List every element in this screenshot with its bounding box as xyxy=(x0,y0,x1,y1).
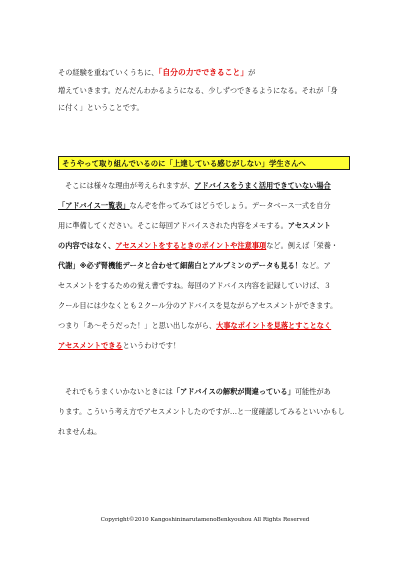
paragraph-interpretation xyxy=(58,387,358,437)
text-span: それでもうまくいかないときには xyxy=(65,387,173,396)
text-line xyxy=(58,341,358,351)
emphasis-advice-list: 「アドバイス一覧表」 xyxy=(58,201,130,210)
paragraph-experience xyxy=(58,66,358,113)
text-span: 用に準備してください。そこに毎回アドバイスされた内容をメモする。 xyxy=(58,221,288,230)
text-line: に付く」ということです。 xyxy=(58,103,144,112)
highlight-own-ability: 「自分の力でできること」 xyxy=(158,68,249,77)
emphasis-interpretation: 「アドバイスの解釈が間違っている」 xyxy=(172,387,295,396)
text-span: の内容ではなく、 xyxy=(58,241,116,250)
text-span: そこには様々な理由が考えられますが、 xyxy=(65,181,195,190)
text-line: 増えていきます。だんだんわかるようになる、少しずつできるようになる。それが「身 xyxy=(58,86,338,95)
highlight-assessment-points: アセスメントをするときのポイントや注意事項 xyxy=(115,241,267,250)
text-line xyxy=(58,387,358,397)
highlight-important-points: 大事なポイントを見落とすことなく xyxy=(216,321,332,330)
text-span: など。例えば「栄養・ xyxy=(266,241,339,250)
copyright-footer: Copyright©2010 KangoshininarutamenoBenkyouhou All Rights Reserved xyxy=(100,517,310,523)
text-line xyxy=(58,321,358,331)
emphasis-advice-usage: アドバイスをうまく活用できていない場合 xyxy=(194,181,331,190)
emphasis-assessment: アセスメント xyxy=(287,221,331,230)
text-span: その経験を重ねていくうちに、 xyxy=(58,68,159,77)
text-span: というわけです！ xyxy=(122,341,181,350)
highlight-can-assess: アセスメントできる xyxy=(58,341,123,350)
text-span: 可能性があ xyxy=(294,387,331,396)
text-line xyxy=(58,221,358,231)
text-span: つまり「あ〜そうだった！」と思い出しながら、 xyxy=(58,321,217,330)
text-line xyxy=(58,181,358,191)
text-line xyxy=(58,241,358,251)
text-line: れませんね。 xyxy=(58,427,102,436)
text-line: ります。こういう考え方でアセスメントしたのですが…と一度確認してみるといいかもし xyxy=(58,407,345,416)
section-heading: そうやって取り組んでいるのに「上達している感じがしない」学生さんへ xyxy=(58,156,350,170)
text-span: が xyxy=(248,68,256,77)
text-line: セスメントをするための覚え書ですね。毎回のアドバイス内容を記録していけば、３ xyxy=(58,281,331,290)
emphasis-lab-data: 代謝」※必ず腎機能データと合わせて細菌白とアルブミンのデータも見る！ xyxy=(58,261,302,270)
paragraph-advice xyxy=(58,181,358,351)
text-span: など。ア xyxy=(301,261,331,270)
text-line xyxy=(58,261,358,271)
text-line xyxy=(58,201,358,211)
text-span: なんぞを作ってみてはどうでしょう。データベース一式を自分 xyxy=(129,201,331,210)
text-line: クール目には少なくとも２クール分のアドバイスを見ながらアセスメントができます。 xyxy=(58,301,338,310)
text-line xyxy=(58,66,358,80)
